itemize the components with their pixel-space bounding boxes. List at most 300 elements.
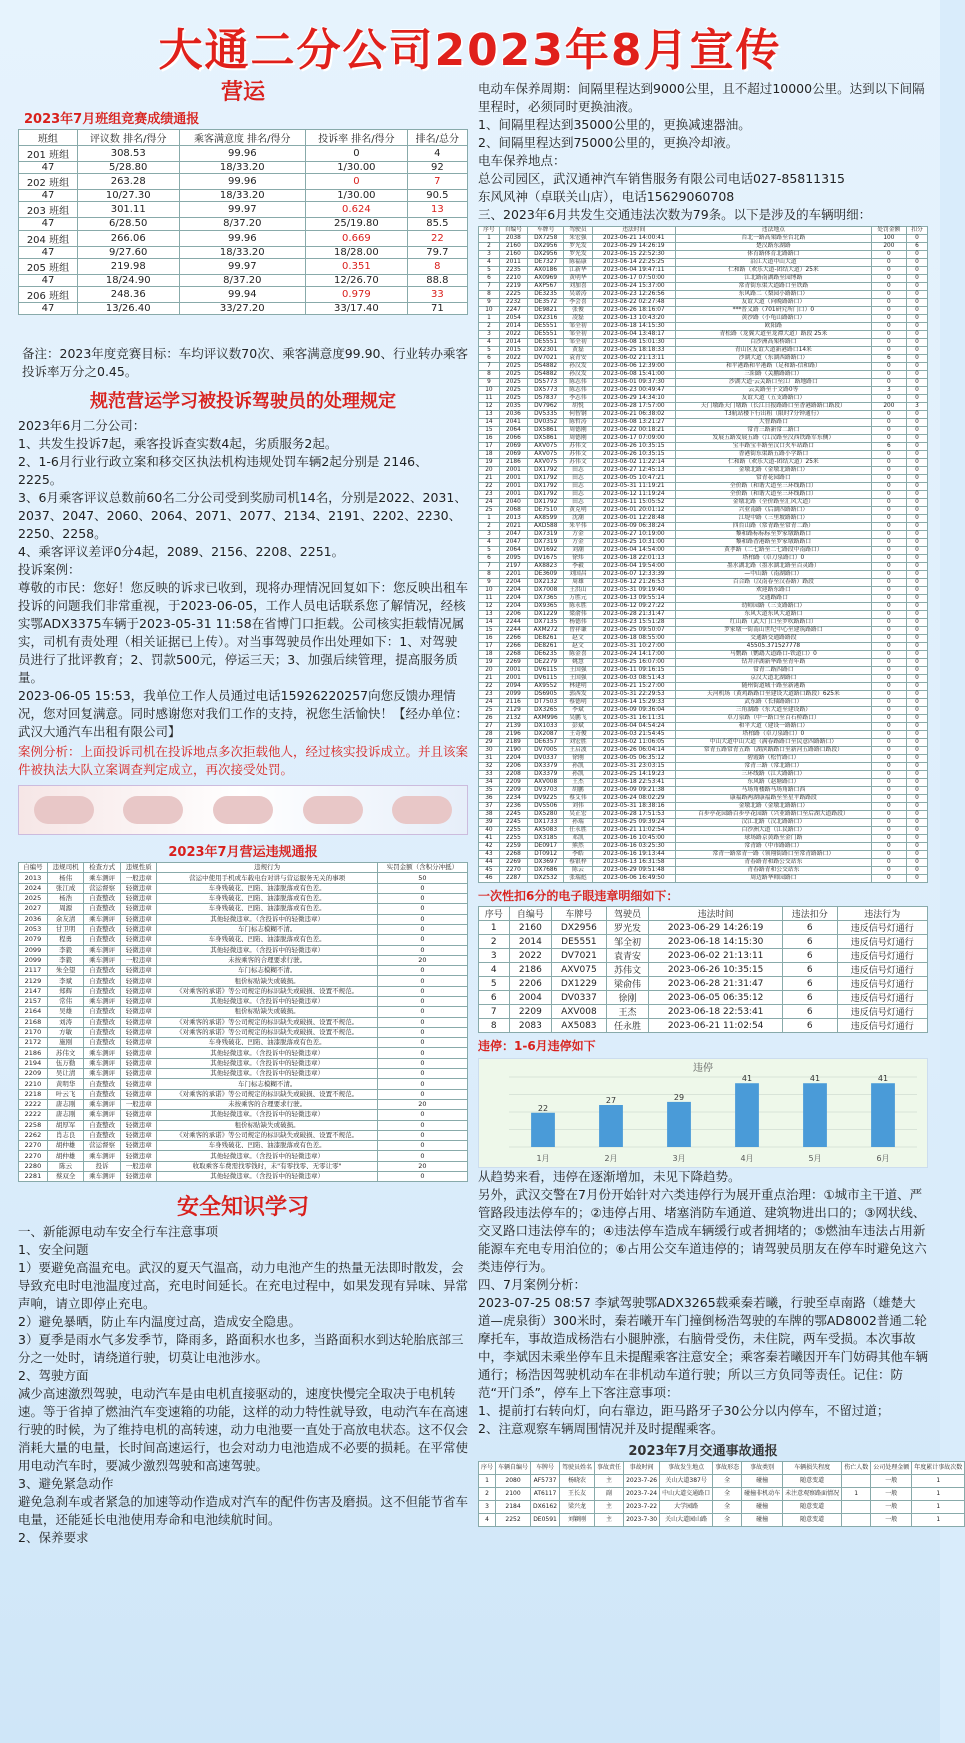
- table-cell: 11: [479, 595, 500, 603]
- table-cell: 碰撞非机动车: [742, 1488, 783, 1501]
- team-table: [18, 129, 468, 315]
- table-cell: 王国强: [564, 667, 592, 675]
- table-cell: 田志: [564, 475, 592, 483]
- table-cell: 欢迎路东路口: [676, 587, 872, 595]
- table-cell: AX0186: [527, 267, 563, 275]
- table-cell: 2266: [499, 635, 527, 643]
- table-row: [19, 258, 468, 274]
- paragraph: 避免急刹车或者紧急的加速等动作造成对汽车的配件伤害及磨损。这不但能节省车电量，还能延长电池使用寿命和电池续航时间。: [18, 1494, 469, 1528]
- table-cell: 1: [479, 515, 500, 523]
- table-cell: 沈潮: [564, 515, 592, 523]
- table-header-cell: 车辆损失程度: [783, 1462, 842, 1475]
- table-cell: 20: [377, 955, 467, 965]
- table-cell: 1: [479, 921, 510, 935]
- table-cell: 18/33.20: [179, 162, 306, 174]
- table-cell: 罗光发: [564, 243, 592, 251]
- table-row: [19, 218, 468, 230]
- camera-violation-table: [478, 906, 928, 1033]
- table-cell: 0: [871, 811, 906, 819]
- table-cell: 15: [479, 427, 500, 435]
- table-cell: 2236: [499, 803, 527, 811]
- table-row: [479, 1475, 965, 1488]
- table-cell: 0: [871, 395, 906, 403]
- table-cell: 5: [479, 977, 510, 991]
- table-cell: 2023-06-18 22:01:13: [592, 555, 676, 563]
- table-cell: 0: [907, 499, 928, 507]
- table-cell: 乘车测评: [84, 996, 121, 1006]
- table-cell: 陈金喜: [564, 651, 592, 659]
- table-cell: 2023-06-11 15:05:52: [592, 499, 676, 507]
- table-cell: 203 班组: [19, 202, 78, 218]
- table-cell: 0: [871, 555, 906, 563]
- table-cell: 0: [377, 904, 467, 914]
- table-cell: 未按乘客的合理要求行驶。: [157, 955, 377, 965]
- table-cell: DE2279: [527, 659, 563, 667]
- table-cell: 0: [871, 379, 906, 387]
- table-cell: DV1692: [527, 547, 563, 555]
- chart-category-label: 2月: [604, 1154, 618, 1163]
- table-cell: 92: [407, 162, 467, 174]
- table-cell: 0: [871, 787, 906, 795]
- table-cell: 2023-06-14 22:25:25: [592, 259, 676, 267]
- table-cell: 2099: [499, 691, 527, 699]
- table-row: [479, 531, 928, 539]
- table-cell: 0: [871, 499, 906, 507]
- paragraph: 2023-07-25 08:57 李斌驾驶鄂ADX3265载乘秦若曦，行驶至卓南路（雄楚大道—虎泉街）300米时，秦若曦开车门撞倒杨浩驾驶的车牌的鄂AD8002普通二轮摩托车，事故造成杨浩右小腿肿涨，右脑骨受伤，未住院，两车受损。本次事故中，李斌因未乘坐停车且未提醒乘客注意安全；乘客秦若曦因开车门妨碍其他车辆通行；杨浩因驾驶机动车在非机动车道行驶；所以三方负同等责任。记住：防范“开门杀”，停车上下客注意事项：: [478, 1295, 929, 1400]
- table-cell: 0: [871, 531, 906, 539]
- table-cell: 自查整改: [84, 894, 121, 904]
- table-row: [19, 1079, 468, 1089]
- table-cell: 0: [907, 483, 928, 491]
- chart-category-label: 5月: [808, 1154, 822, 1163]
- table-cell: 违反信号灯通行: [837, 1005, 927, 1019]
- table-cell: 2023-06-01 20:01:12: [592, 507, 676, 515]
- table-cell: 0: [871, 691, 906, 699]
- table-cell: 2022: [499, 331, 527, 339]
- table-row: [479, 771, 928, 779]
- table-cell: 0: [907, 395, 928, 403]
- table-cell: 206 班组: [19, 286, 78, 302]
- table-cell: 2209: [509, 1005, 552, 1019]
- table-cell: 4: [479, 1514, 496, 1527]
- table-cell: 0: [907, 267, 928, 275]
- table-row: [479, 827, 928, 835]
- table-cell: 全价路（和谐大道至三环线路口）: [676, 483, 872, 491]
- table-cell: DE5551: [527, 339, 563, 347]
- table-cell: 2210: [499, 275, 527, 283]
- paragraph: 3、避免紧急动作: [18, 1476, 114, 1492]
- table-cell: 2079: [19, 935, 48, 945]
- table-cell: AF5737: [531, 1475, 560, 1488]
- chart-data-label: 29: [673, 1092, 685, 1102]
- table-cell: 2280: [19, 1161, 48, 1171]
- table-cell: 200: [871, 403, 906, 411]
- table-cell: 苏伟文: [564, 451, 592, 459]
- table-cell: 2132: [499, 715, 527, 723]
- table-cell: 0: [871, 595, 906, 603]
- table-cell: 2: [479, 523, 500, 531]
- table-cell: 2023-06-26 06:04:14: [592, 747, 676, 755]
- table-cell: DE5551: [527, 331, 563, 339]
- table-row: [479, 235, 928, 243]
- table-cell: 2001: [499, 483, 527, 491]
- table-row: [479, 491, 928, 499]
- table-cell: 塔柏路（卓刀泉路口）0: [676, 555, 872, 563]
- table-header-cell: 事故形态: [713, 1462, 742, 1475]
- table-cell: 0: [871, 283, 906, 291]
- table-cell: 金墩北路（金墩北路路口）: [676, 467, 872, 475]
- table-header-cell: 扣分: [907, 227, 928, 235]
- table-cell: AXV008: [527, 779, 563, 787]
- table-cell: 2099: [19, 945, 48, 955]
- chart-category-label: 1月: [536, 1154, 550, 1163]
- table-cell: DX7135: [527, 619, 563, 627]
- table-cell: DE8261: [527, 643, 563, 651]
- table-cell: 6: [782, 1005, 837, 1019]
- table-cell: 0: [907, 459, 928, 467]
- table-cell: 2024: [19, 883, 48, 893]
- table-cell: 2023-06-26 10:35:15: [592, 443, 676, 451]
- table-cell: 2023-06-25 09:39:24: [592, 819, 676, 827]
- table-cell: 6: [479, 555, 500, 563]
- table-header-cell: 检查方式: [84, 863, 121, 873]
- table-cell: 2023-06-04 14:54:00: [592, 547, 676, 555]
- table-cell: 2023-7-30: [624, 1514, 660, 1527]
- table-cell: 田志: [564, 483, 592, 491]
- table-cell: 收取乘客车费需找零钱时，未"有零找零、无零让零": [157, 1161, 377, 1171]
- table-cell: 3: [479, 1501, 496, 1514]
- table-cell: 0: [907, 651, 928, 659]
- table-cell: 轻微违章: [120, 1130, 157, 1140]
- table-row: [19, 955, 468, 965]
- table-header-cell: 自编号: [19, 863, 48, 873]
- table-cell: 张瑞彪: [564, 875, 592, 883]
- table-cell: 自查整改: [84, 976, 121, 986]
- chart-data-label: 27: [605, 1096, 617, 1105]
- table-cell: 2023-06-25 16:07:00: [592, 659, 676, 667]
- table-cell: 204 班组: [19, 230, 78, 246]
- table-cell: 任永胜: [606, 1019, 649, 1033]
- table-row: [19, 1172, 468, 1182]
- table-cell: 胡鹏: [564, 787, 592, 795]
- table-cell: 《对乘客的承诺》等公司规定的标识缺失或破损、设置不规范。: [157, 1027, 377, 1037]
- table-cell: DX1229: [527, 611, 563, 619]
- table-cell: 青山区友谊大道新港路口14米: [676, 347, 872, 355]
- table-row: [479, 419, 928, 427]
- table-cell: 0: [871, 659, 906, 667]
- table-cell: 王国强: [564, 675, 592, 683]
- table-cell: 2219: [499, 283, 527, 291]
- table-row: [479, 1019, 928, 1033]
- table-cell: 胡仲雄: [47, 1141, 84, 1151]
- table-cell: 一般: [871, 1514, 912, 1527]
- table-cell: 25: [479, 507, 500, 515]
- table-header-cell: 公司处理金额: [871, 1462, 912, 1475]
- table-cell: 李斌: [47, 976, 84, 986]
- table-cell: 袁青安: [564, 355, 592, 363]
- table-cell: 0: [907, 435, 928, 443]
- table-cell: 2206: [509, 977, 552, 991]
- table-cell: 0: [907, 451, 928, 459]
- table-cell: 2014: [499, 323, 527, 331]
- table-cell: AX9552: [527, 683, 563, 691]
- paragraph: 2、保养要求: [18, 1530, 89, 1546]
- table-row: [479, 643, 928, 651]
- table-cell: 10: [479, 587, 500, 595]
- table-cell: 随意变道: [783, 1514, 842, 1527]
- table-cell: 2206: [499, 763, 527, 771]
- table-cell: 0: [907, 755, 928, 763]
- table-cell: 苏伟文: [564, 443, 592, 451]
- table-row: [479, 747, 928, 755]
- table-cell: 乘车测评: [84, 1048, 121, 1058]
- table-cell: DX2316: [527, 315, 563, 323]
- table-cell: 2262: [19, 1130, 48, 1140]
- table-cell: 其他轻微违章。（含投诉中的轻微违章）: [157, 945, 377, 955]
- violation-table-title: 2023年7月营运违规通报: [168, 845, 318, 861]
- table-cell: 陈志伟: [564, 379, 592, 387]
- table-cell: DX7365: [527, 595, 563, 603]
- table-cell: 车身残破花、凹陷、油漆脱落或有色差。: [157, 1141, 377, 1151]
- table-row: [19, 1069, 468, 1079]
- table-cell: 大学园路: [660, 1501, 713, 1514]
- table-cell: 王长友: [560, 1488, 595, 1501]
- table-cell: 0: [871, 427, 906, 435]
- table-cell: DX5861: [527, 427, 563, 435]
- table-cell: 2023-06-16 03:25:30: [592, 843, 676, 851]
- table-cell: 兴业南路（后湖四路路口）: [676, 507, 872, 515]
- table-cell: 18/33.20: [179, 246, 306, 258]
- table-cell: 0: [907, 427, 928, 435]
- table-cell: DX5773: [527, 387, 563, 395]
- table-cell: 2023-06-12 09:27:22: [592, 603, 676, 611]
- paragraph: 2）避免暴晒，防止车内温度过高，造成安全隐患。: [18, 1314, 301, 1330]
- table-cell: 周德刚: [564, 435, 592, 443]
- table-cell: 0: [907, 299, 928, 307]
- table-cell: 罗家墩一街南山世纪中心至建筑路路口: [676, 627, 872, 635]
- table-cell: 42: [479, 843, 500, 851]
- table-cell: DX7686: [527, 867, 563, 875]
- table-cell: 2235: [499, 267, 527, 275]
- table-cell: 47: [19, 162, 78, 174]
- table-cell: DE5551: [552, 935, 607, 949]
- table-row: [19, 1130, 468, 1140]
- table-cell: DX7008: [527, 587, 563, 595]
- table-row: [479, 291, 928, 299]
- table-row: [479, 267, 928, 275]
- table-cell: 0: [907, 347, 928, 355]
- table-cell: 0: [871, 275, 906, 283]
- table-cell: DX1792: [527, 475, 563, 483]
- table-cell: 2023-06-03 21:54:45: [592, 731, 676, 739]
- table-cell: 常青路（中市路路口）: [676, 843, 872, 851]
- table-cell: 2234: [499, 795, 527, 803]
- table-cell: 0: [871, 763, 906, 771]
- table-cell: 0: [907, 723, 928, 731]
- table-cell: DX1792: [527, 483, 563, 491]
- table-cell: 200: [871, 243, 906, 251]
- table-cell: 44: [479, 859, 500, 867]
- table-cell: 0: [871, 771, 906, 779]
- table-cell: 乘车测评: [84, 945, 121, 955]
- table-cell: 杨晓农: [560, 1475, 595, 1488]
- table-cell: 266.06: [77, 230, 179, 246]
- table-cell: 2245: [499, 819, 527, 827]
- table-cell: 0: [871, 267, 906, 275]
- table-row: [479, 315, 928, 323]
- table-cell: 2023-06-18 14:15:30: [649, 935, 783, 949]
- table-cell: 刘宏胜: [564, 739, 592, 747]
- table-cell: 0: [907, 571, 928, 579]
- table-cell: DV7021: [552, 949, 607, 963]
- table-cell: AXV075: [527, 459, 563, 467]
- table-cell: 99.96: [179, 174, 306, 190]
- table-row: [479, 659, 928, 667]
- table-cell: 0: [871, 723, 906, 731]
- table-cell: 2023-06-01 12:28:48: [592, 515, 676, 523]
- table-cell: 2001: [499, 467, 527, 475]
- table-row: [479, 427, 928, 435]
- table-cell: DV7021: [527, 355, 563, 363]
- table-row: [479, 963, 928, 977]
- table-cell: DS4882: [527, 363, 563, 371]
- table-cell: 2023-06-15 22:52:30: [592, 251, 676, 259]
- table-cell: 刘加喜: [564, 283, 592, 291]
- table-cell: DX1229: [552, 977, 607, 991]
- table-cell: 46: [479, 875, 500, 883]
- table-cell: 47: [19, 302, 78, 314]
- table-header-cell: 违规行为: [157, 863, 377, 873]
- table-cell: DE3609: [527, 571, 563, 579]
- table-cell: 朱平伟: [564, 523, 592, 531]
- table-cell: 周边路华师园路口: [676, 875, 872, 883]
- table-cell: 9: [479, 579, 500, 587]
- section-ops-title: 营运: [220, 80, 265, 105]
- table-cell: 0: [871, 371, 906, 379]
- table-cell: 2053: [19, 924, 48, 934]
- table-cell: 0: [377, 1079, 467, 1089]
- table-cell: 0: [907, 667, 928, 675]
- table-cell: 自查整改: [84, 1007, 121, 1017]
- table-cell: 东风路二（梨园小路路口）: [676, 291, 872, 299]
- table-row: [19, 1161, 468, 1171]
- table-row: [479, 803, 928, 811]
- table-cell: 1: [912, 1475, 965, 1488]
- table-cell: 2222: [19, 1110, 48, 1120]
- table-cell: 2023-7-22: [624, 1501, 660, 1514]
- table-cell: 0: [871, 835, 906, 843]
- table-cell: 0: [871, 739, 906, 747]
- table-cell: 0: [907, 291, 928, 299]
- table-cell: 0: [907, 491, 928, 499]
- table-cell: [842, 1475, 871, 1488]
- chart-title: 违停: [693, 1063, 713, 1074]
- table-cell: 黄明华: [564, 275, 592, 283]
- table-cell: 杨德伟: [564, 619, 592, 627]
- table-cell: 其他轻微违章。（含投诉中的轻微违章）: [157, 1151, 377, 1161]
- table-cell: 10: [479, 387, 500, 395]
- table-cell: 0: [907, 539, 928, 547]
- table-cell: 张俊: [564, 307, 592, 315]
- paragraph: 东风风神（卓联关山店），电话15629060708: [478, 189, 735, 204]
- table-cell: 2244: [499, 627, 527, 635]
- table-cell: 2023-06-21 11:02:54: [592, 827, 676, 835]
- table-cell: 0: [377, 1048, 467, 1058]
- table-cell: 0: [871, 819, 906, 827]
- table-row: [19, 1120, 468, 1130]
- table-cell: DX5861: [527, 435, 563, 443]
- table-cell: 2258: [19, 1120, 48, 1130]
- table-row: [479, 443, 928, 451]
- table-cell: 2270: [19, 1151, 48, 1161]
- chart-bar: [735, 1083, 759, 1147]
- table-cell: T3航站楼下行出租（限时7分钟通行）: [676, 411, 872, 419]
- table-cell: 2023-06-26 10:35:15: [592, 451, 676, 459]
- table-cell: 2001: [499, 475, 527, 483]
- table-cell: 《对乘客的承诺》等公司规定的标识缺失或破损、设置不规范。: [157, 1130, 377, 1140]
- table-cell: 15: [479, 627, 500, 635]
- table-cell: 0: [907, 827, 928, 835]
- table-cell: DX7319: [527, 531, 563, 539]
- table-cell: 自查整改: [84, 1017, 121, 1027]
- table-row: [479, 299, 928, 307]
- table-row: [479, 411, 928, 419]
- table-row: [479, 851, 928, 859]
- table-cell: 2023-06-08 13:21:27: [592, 419, 676, 427]
- table-cell: DE0917: [527, 843, 563, 851]
- table-cell: 2023-06-16 10:45:00: [592, 835, 676, 843]
- table-cell: 和平大道（建设一路路口）: [676, 723, 872, 731]
- table-cell: 一般违章: [120, 1161, 157, 1171]
- table-cell: 一般: [871, 1475, 912, 1488]
- table-cell: 0: [907, 715, 928, 723]
- table-header-cell: 自编号: [499, 227, 527, 235]
- table-cell: 梁俞伟: [564, 611, 592, 619]
- table-cell: 2023-05-31 10:27:00: [592, 643, 676, 651]
- table-cell: 4: [479, 539, 500, 547]
- table-cell: 其他轻微违章。（含投诉中的轻微违章）: [157, 914, 377, 924]
- table-cell: 2015: [499, 347, 527, 355]
- table-cell: 方敏: [47, 1027, 84, 1037]
- table-cell: 违反信号灯通行: [837, 991, 927, 1005]
- table-cell: 20: [377, 1099, 467, 1109]
- table-cell: 0: [907, 843, 928, 851]
- table-cell: 2: [479, 243, 500, 251]
- table-row: [479, 991, 928, 1005]
- table-header-cell: 序号: [479, 1462, 496, 1475]
- table-cell: 0: [907, 371, 928, 379]
- table-cell: 2268: [499, 851, 527, 859]
- table-cell: 自查整改: [84, 904, 121, 914]
- left-column: [18, 80, 468, 1547]
- table-row: [479, 451, 928, 459]
- table-cell: 一般违章: [120, 955, 157, 965]
- table-cell: 0: [907, 411, 928, 419]
- table-header-cell: 投诉率 排名/得分: [306, 130, 408, 146]
- table-row: [479, 347, 928, 355]
- table-cell: 0: [871, 715, 906, 723]
- table-header-cell: 序号: [479, 907, 510, 921]
- table-cell: 0: [377, 935, 467, 945]
- table-row: [479, 571, 928, 579]
- table-cell: 0: [871, 755, 906, 763]
- table-cell: 0: [871, 867, 906, 875]
- table-row: [479, 691, 928, 699]
- table-cell: 2245: [499, 811, 527, 819]
- table-cell: 中山大道中山大道（满春路路口至民意四路路口）: [676, 739, 872, 747]
- table-row: [479, 579, 928, 587]
- table-row: [19, 174, 468, 190]
